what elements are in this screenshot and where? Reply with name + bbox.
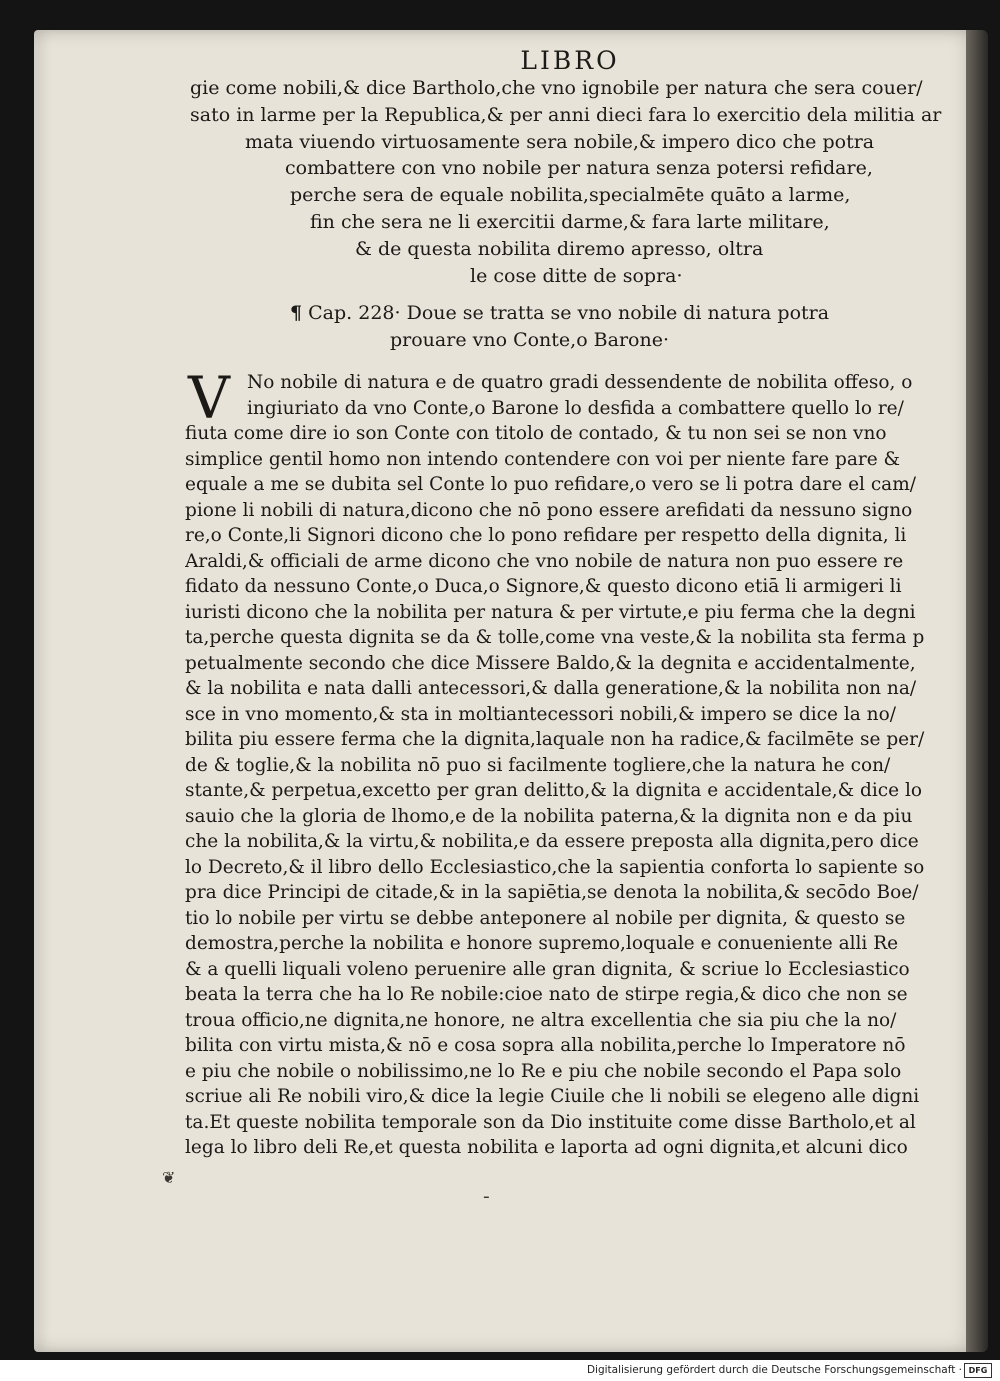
intro-line: perche sera de equale nobilita,specialmēte quāto a larme, xyxy=(290,184,851,207)
body-line: bilita piu essere ferma che la dignita,laquale non ha radice,& facilmēte se per/ xyxy=(185,729,925,750)
body-line: re,o Conte,li Signori dicono che lo pono refidare per respetto della dignita, li xyxy=(185,525,907,546)
body-line: & a quelli liquali voleno peruenire alle gran dignita, & scriue lo Ecclesiastico xyxy=(185,958,910,980)
funding-credit: Digitalisierung gefördert durch die Deutsche Forschungsgemeinschaft · xyxy=(586,1364,962,1376)
body-line: fidato da nessuno Conte,o Duca,o Signore,& questo dicono etiā li armigeri li xyxy=(185,576,902,597)
pilcrow-icon: ¶ xyxy=(290,302,303,324)
body-line: pione li nobili di natura,dicono che nō pono essere arefidati da nessuno signo xyxy=(185,499,913,521)
body-line: de & toglie,& la nobilita nō puo si facilmente togliere,che la natura he con/ xyxy=(185,754,891,776)
body-line: equale a me se dubita sel Conte lo puo refidare,o vero se li potra dare el cam/ xyxy=(185,474,916,495)
body-line: scriue ali Re nobili viro,& dice la legie Ciuile che li nobili se elegeno alle digni xyxy=(185,1086,920,1107)
intro-paragraph xyxy=(190,75,960,289)
intro-line: sato in larme per la Republica,& per anni dieci fara lo exercitio dela militia ar xyxy=(190,103,942,126)
body-line: iuristi dicono che la nobilita per natura & per virtute,e piu ferma che la degni xyxy=(185,601,916,623)
chapter-heading-line-2: prouare vno Conte,o Barone· xyxy=(390,329,670,351)
intro-line: combattere con vno nobile per natura senza potersi refidare, xyxy=(285,157,873,180)
body-line: ta,perche questa dignita se da & tolle,come vna veste,& la nobilita sta ferma p xyxy=(185,627,925,648)
intro-line: le cose ditte de sopra· xyxy=(470,264,683,287)
body-line: tio lo nobile per virtu se debbe anteponere al nobile per dignita, & questo se xyxy=(185,907,906,929)
chapter-heading xyxy=(290,300,880,354)
body-line: Araldi,& officiali de arme dicono che vno nobile de natura non puo essere re xyxy=(185,550,904,572)
body-line: ingiuriato da vno Conte,o Barone lo desfida a combattere quello lo re/ xyxy=(247,397,904,419)
body-line: pra dice Principi de citade,& in la sapiētia,se denota la nobilita,& secōdo Boe/ xyxy=(185,882,919,903)
body-line: fiuta come dire io son Conte con titolo de contado, & tu non sei se non vno xyxy=(185,423,887,444)
body-line: simplice gentil homo non intendo contendere con voi per niente fare pare & xyxy=(185,448,901,470)
drop-cap: V xyxy=(188,364,230,432)
body-line: stante,& perpetua,excetto per gran delitto,& la dignita e accidentale,& dice lo xyxy=(185,780,923,801)
intro-line: gie come nobili,& dice Bartholo,che vno ignobile per natura che sera couer/ xyxy=(190,77,923,99)
chapter-heading-line-1: Cap. 228· Doue se tratta se vno nobile di natura potra xyxy=(308,302,830,324)
intro-line: mata viuendo virtuosamente sera nobile,& impero dico che potra xyxy=(245,130,875,153)
dfg-logo: DFG xyxy=(964,1363,992,1378)
body-line: ta.Et queste nobilita temporale son da Dio instituite come disse Bartholo,et al xyxy=(185,1111,916,1133)
intro-line: fin che sera ne li exercitii darme,& fara larte militare, xyxy=(310,210,830,233)
ink-mark: ـ xyxy=(484,1183,489,1202)
body-line: sauio che la gloria de lhomo,e de la nobilita paterna,& la dignita non e da piu xyxy=(185,805,913,827)
body-line: troua officio,ne dignita,ne honore, ne altra excellentia che sia piu che la no/ xyxy=(185,1009,897,1031)
body-line: demostra,perche la nobilita e honore supremo,loquale e conueniente alli Re xyxy=(185,933,899,954)
intro-line: & de questa nobilita diremo apresso, oltra xyxy=(355,237,764,260)
ink-mark: ❦ xyxy=(162,1168,176,1187)
body-paragraph xyxy=(185,364,957,1161)
digitization-footer xyxy=(0,1360,1000,1381)
body-line: che la nobilita,& la virtu,& nobilita,e da essere preposta alla dignita,pero dice xyxy=(185,831,919,852)
body-line: No nobile di natura e de quatro gradi dessendente de nobilita offeso, o xyxy=(247,372,913,393)
page-edge xyxy=(966,30,988,1352)
body-line: beata la terra che ha lo Re nobile:cioe nato de stirpe regia,& dico che non se xyxy=(185,984,908,1005)
body-line: & la nobilita e nata dalli antecessori,& dalla generatione,& la nobilita non na/ xyxy=(185,678,917,699)
body-line: sce in vno momento,& sta in moltiantecessori nobili,& impero se dice la no/ xyxy=(185,703,896,725)
body-line: lega lo libro deli Re,et questa nobilita e laporta ad ogni dignita,et alcuni dico xyxy=(185,1137,908,1158)
body-line: e piu che nobile o nobilissimo,ne lo Re e piu che nobile secondo el Papa solo xyxy=(185,1060,902,1082)
body-line: bilita con virtu mista,& nō e cosa sopra alla nobilita,perche lo Imperatore nō xyxy=(185,1035,906,1056)
body-line: petualmente secondo che dice Missere Baldo,& la degnita e accidentalmente, xyxy=(185,652,916,674)
body-line: lo Decreto,& il libro dello Ecclesiastico,che la sapientia conforta lo sapiente so xyxy=(185,856,925,878)
running-head: LIBRO xyxy=(520,46,620,75)
